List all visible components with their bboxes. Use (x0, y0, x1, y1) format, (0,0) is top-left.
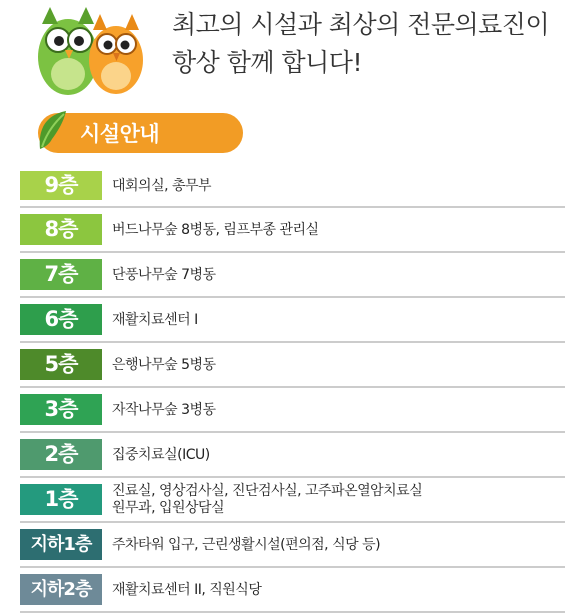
floor-description (112, 483, 422, 517)
headline-line-1: 최고의 시설과 최상의 전문의료진이 (172, 10, 550, 39)
floor-row (20, 165, 565, 208)
floor-row (20, 388, 565, 433)
header (0, 0, 583, 110)
floor-description: 단풍나무숲 7병동 (112, 266, 216, 283)
floor-description: 버드나무숲 8병동, 림프부종 관리실 (112, 221, 319, 238)
leaf-icon (36, 109, 70, 153)
floor-label: 3층 (20, 394, 102, 425)
floor-label: 5층 (20, 349, 102, 380)
floor-row (20, 208, 565, 253)
floor-row (20, 433, 565, 478)
floor-description: 은행나무숲 5병동 (112, 356, 216, 373)
floor-row (20, 298, 565, 343)
headline-line-2: 항상 함께 합니다! (172, 48, 362, 77)
floor-description-line-2: 원무과, 입원상담실 (112, 500, 225, 516)
floor-row (20, 253, 565, 298)
floor-label: 7층 (20, 259, 102, 290)
floor-label: 2층 (20, 439, 102, 470)
floor-label: 9층 (20, 171, 102, 200)
floor-description: 대회의실, 총무부 (112, 177, 212, 194)
section-title: 시설안내 (80, 122, 160, 146)
floor-directory (20, 165, 565, 613)
floor-row (20, 478, 565, 523)
floor-label: 1층 (20, 484, 102, 515)
floor-description: 재활치료센터 II, 직원식당 (112, 581, 262, 598)
floor-description: 자작나무숲 3병동 (112, 401, 216, 418)
owl-mascot-icon (30, 2, 150, 100)
headline (172, 6, 549, 82)
floor-description: 집중치료실(ICU) (112, 446, 210, 463)
floor-row (20, 343, 565, 388)
floor-row (20, 523, 565, 568)
floor-label: 지하2층 (20, 574, 102, 605)
floor-label: 6층 (20, 304, 102, 335)
floor-label: 8층 (20, 214, 102, 245)
floor-row (20, 568, 565, 613)
floor-description-line-1: 진료실, 영상검사실, 진단검사실, 고주파온열암치료실 (112, 483, 423, 499)
floor-description: 재활치료센터 I (112, 311, 198, 328)
floor-description: 주차타워 입구, 근린생활시설(편의점, 식당 등) (112, 536, 381, 553)
floor-label: 지하1층 (20, 529, 102, 560)
